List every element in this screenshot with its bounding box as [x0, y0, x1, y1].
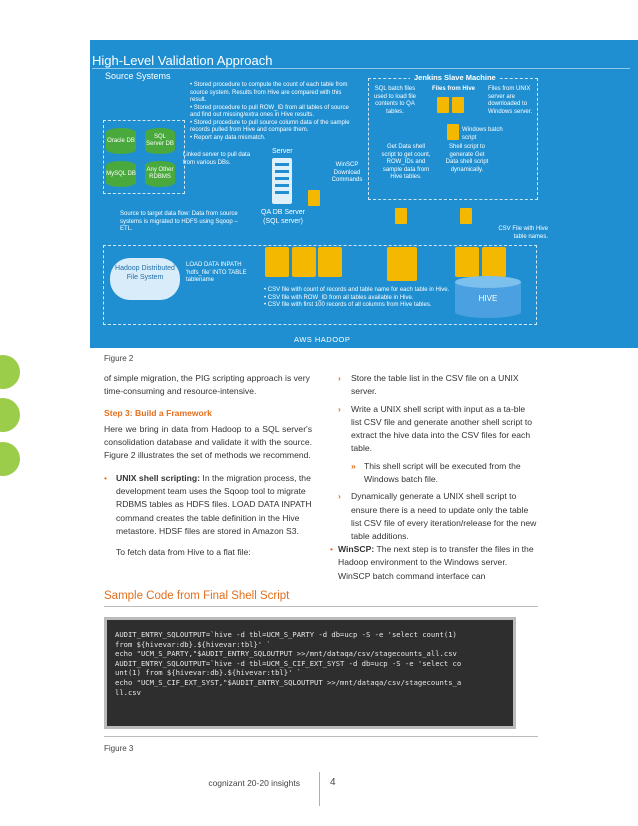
bullet-text: Stored procedure to compute the count of each table from source system. Results from Hive are compared with this result. [190, 82, 348, 103]
hdfs-label: Hadoop Distributed File System [115, 265, 175, 281]
footer-brand: cognizant 20-20 insights [208, 778, 300, 788]
sample-code-heading: Sample Code from Final Shell Script [104, 590, 290, 602]
side-tab-decoration [0, 355, 20, 389]
file-icon [452, 97, 464, 113]
divider [104, 736, 538, 737]
bullet-text: Stored procedure to pull ROW_ID from all tables of source and find out missing/extra ones in Hive results. [190, 104, 349, 118]
unix-text: In the migration process, the development team uses the Sqoop tool to migrate RDBMS tables as HDFS files. LOAD DATA INPATH command creates the table definition in the Hive metastore. HDSF files are stored in Amazon S3. [116, 472, 312, 536]
winscp-label: WinSCP: [338, 544, 375, 554]
sql-batch-note: SQL batch files used to load file contents to QA tables. [373, 86, 417, 115]
code-line: ll.csv [115, 687, 141, 697]
left-column [104, 372, 312, 560]
file-icon [292, 247, 316, 277]
intro-paragraph: of simple migration, the PIG scripting approach is very time-consuming and resource-intensive. [104, 373, 310, 397]
fetch-paragraph: To fetch data from Hive to a flat file: [116, 547, 251, 558]
code-block [104, 617, 516, 729]
double-chevron-icon: » [351, 460, 356, 471]
chevron-icon: › [338, 403, 341, 414]
oracle-db: Oracle DB [106, 128, 136, 154]
bullet-text: CSV file with ROW_ID from all tables available in Hive. [267, 294, 414, 301]
file-icon [482, 247, 506, 277]
source-systems-label: Source Systems [105, 71, 171, 81]
mysql-db: MySQL DB [106, 161, 136, 187]
list-item-text: Write a UNIX shell script with input as a ta-ble list CSV file and generate another shell script to extract the hive data into the CSV files for each table. [351, 403, 533, 454]
right-column [338, 372, 538, 544]
framework-paragraph: Here we bring in data from Hadoop to a SQL server's consolidation database and validate it with the source. Figure 2 illustrates the set of methods we recommend. [104, 423, 312, 461]
step3-heading: Step 3: Build a Framework [104, 407, 212, 418]
footer-divider [319, 772, 320, 806]
code-line: echo "UCM_S_PARTY,"$AUDIT_ENTRY_SQLOUTPUT >>/mnt/dataqa/csv/stagecounts_all.csv [115, 649, 457, 659]
figure-3-caption: Figure 3 [104, 744, 134, 753]
side-tab-decoration [0, 442, 20, 476]
server-label: Server [272, 148, 293, 155]
files-from-hive-label: Files from Hive [432, 86, 476, 92]
list-item [338, 490, 538, 543]
sub-list-item [338, 460, 538, 487]
server-icon [272, 158, 292, 204]
winscp-bullet [330, 543, 538, 583]
divider [104, 606, 538, 607]
csv-file-list: • CSV file with count of records and table name for each table in Hive. • CSV file with ROW_ID from all tables available in Hive. • CSV file with first 100 records of all columns from Hive tables. [264, 287, 450, 308]
windows-batch-file-icon [447, 124, 459, 140]
qa-db-server-label: QA DB Server (SQL server) [261, 209, 305, 225]
list-item-text: Store the table list in the CSV file on a UNIX server. [351, 373, 519, 397]
winscp-text: The next step is to transfer the files in the Hadoop environment to the Windows server. WinSCP batch command interface can [338, 544, 534, 581]
divider [92, 68, 630, 69]
figure-2-caption: Figure 2 [104, 354, 134, 363]
jenkins-slave-label: Jenkins Slave Machine [410, 74, 500, 82]
list-item-text: This shell script will be executed from the Windows batch file. [364, 460, 521, 485]
diagram-title: High-Level Validation Approach [92, 53, 273, 68]
side-tab-decoration [0, 398, 20, 432]
bullet-text: Report any data mismatch. [193, 134, 266, 141]
file-icon [387, 247, 417, 281]
hive-label: HIVE [478, 294, 498, 303]
winscp-note: WinSCP Download Commands [331, 162, 363, 183]
file-icon [455, 247, 479, 277]
list-item [338, 372, 538, 399]
code-line: AUDIT_ENTRY_SQLOUTPUT=`hive -d tbl=UCM_S_CIF_EXT_SYST -d db=ucp -S -e 'select co [115, 658, 462, 668]
bullet-text: CSV file with first 100 records of all columns from Hive tables. [267, 302, 432, 308]
aws-hadoop-label: AWS HADOOP [290, 336, 354, 344]
list-item [338, 403, 538, 456]
chevron-icon: › [338, 491, 341, 502]
csv-hive-note: CSV File with Hive table names. [498, 226, 548, 240]
code-line: from ${hivevar:db}.${hivevar:tbl}' ` [115, 639, 271, 649]
file-icon [308, 190, 320, 206]
bullet-dot: • [330, 544, 334, 554]
code-line: unt(1) from ${hivevar:db}.${hivevar:tbl}' ` [115, 668, 302, 678]
shell-generate-note: Shell script to generate Get Data shell script dynamically. [445, 144, 489, 173]
unix-bullet [104, 472, 312, 538]
code-line: AUDIT_ENTRY_SQLOUTPUT=`hive -d tbl=UCM_S_PARTY -d db=ucp -S -e 'select count(1) [115, 630, 457, 639]
list-item-text: Dynamically generate a UNIX shell script to ensure there is a need to update only the table list CSV file of every iteration/release for the new table additions. [351, 491, 537, 542]
bullet-text: Stored procedure to pull source column data of the sample records pulled from Hive and compare them. [190, 119, 350, 133]
sql-server-db: SQL Server DB [145, 128, 175, 154]
other-rdbms-db: Any Other RDBMS [145, 161, 175, 187]
load-data-note: LOAD DATA INPATH 'hdfs_file' INTO TABLE tablename [186, 262, 247, 283]
file-icon [265, 247, 289, 277]
file-icon [460, 208, 472, 224]
file-icon [395, 208, 407, 224]
file-icon [437, 97, 449, 113]
bullet-dot: • [104, 472, 108, 483]
page-number: 4 [330, 777, 336, 788]
unix-label: UNIX shell scripting: [116, 472, 201, 483]
get-data-note: Get Data shell script to get count, ROW_IDs and sample data from Hive tables. [381, 144, 431, 180]
stored-procedure-list: • Stored procedure to compute the count of each table from source system. Results from Hive are compared with this result. • Stored procedure to pull ROW_ID from all tables of source and find out missing/extra ones in Hive results. • Stored procedure to pull source column data of the sample records pulled from Hive and compare them. • Report any data mismatch. [190, 82, 350, 141]
file-icon [318, 247, 342, 277]
bullet-text: CSV file with count of records and table name for each table in Hive. [267, 287, 450, 293]
windows-batch-label: Windows batch script [462, 127, 503, 141]
code-line: echo "UCM_S_CIF_EXT_SYST,"$AUDIT_ENTRY_SQLOUTPUT >>/mnt/dataqa/csv/stagecounts_a [115, 677, 462, 687]
sqoop-flow-note: Source to target data flow: Data from source systems is migrated to HDFS using Sqoop – ETL. [120, 211, 238, 232]
linked-server-note: Linked server to pull data from various DBs. [183, 152, 251, 166]
files-from-unix-note: Files from UNIX server are downloaded to Windows server. [488, 86, 533, 115]
chevron-icon: › [338, 373, 341, 383]
